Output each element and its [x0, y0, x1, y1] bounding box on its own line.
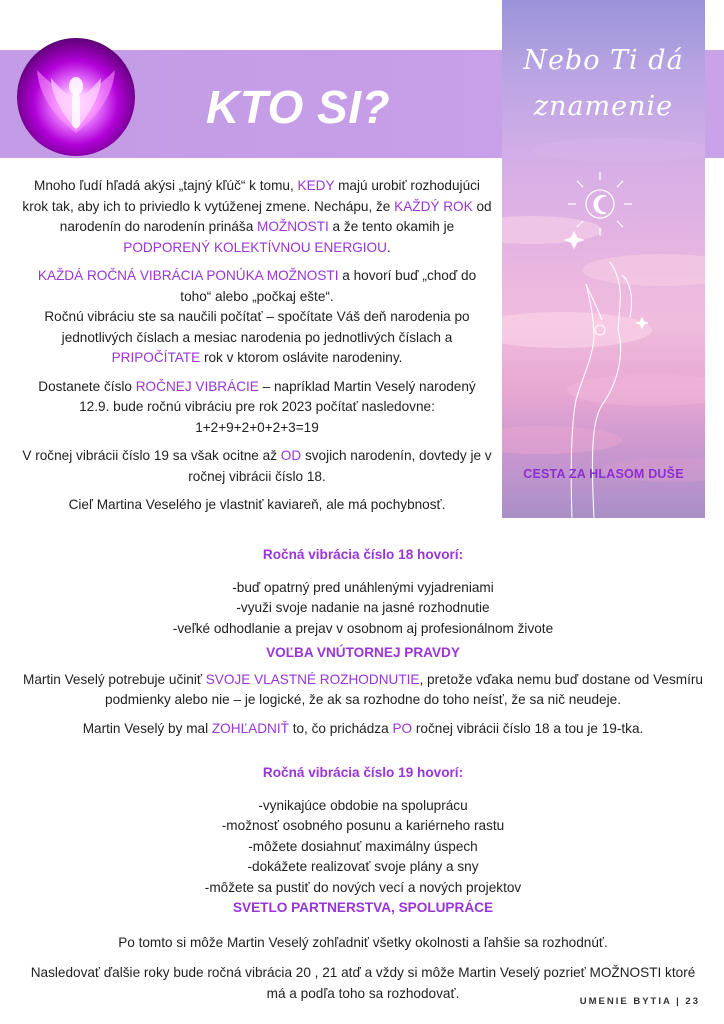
page-footer: UMENIE BYTIA | 23	[579, 996, 700, 1007]
section-18-item: -veľké odhodlanie a prejav v osobnom aj profesionálnom živote	[172, 620, 554, 636]
text-run: V ročnej vibrácii číslo 19 sa však ocitne až	[22, 448, 281, 463]
text-run: rok v ktorom oslávite narodeniny.	[200, 350, 403, 365]
text-run: svojich narodenín, dovtedy je v ročnej vibrácii číslo 18.	[188, 448, 492, 484]
highlight-kazdy-rok: KAŽDÝ ROK	[394, 198, 473, 214]
script-line-2: znamenie	[533, 91, 674, 122]
sidebar-caption: CESTA ZA HLASOM DUŠE	[523, 467, 684, 481]
section-19-item: -vynikajúce obdobie na spoluprácu	[258, 797, 468, 813]
intro-paragraph-1	[22, 176, 492, 258]
text-run: Mnoho ľudí hľadá akýsi „tajný kľúč“ k tomu,	[34, 178, 298, 193]
section-18	[18, 545, 708, 739]
text-run: Dostanete číslo	[38, 378, 136, 394]
intro-paragraph-4	[22, 377, 492, 418]
section-18-item: -využi svoje nadanie na jasné rozhodnutie	[236, 600, 490, 615]
text-run: Martin Veselý potrebuje učiniť	[23, 671, 206, 687]
highlight-moznosti: MOŽNOSTI	[257, 219, 329, 234]
intro-text	[22, 176, 492, 516]
section-19-paragraph-1: Po tomto si môže Martin Veselý zohľadniť všetky okolnosti a ľahšie sa rozhodnúť.	[118, 934, 608, 950]
section-19-subheading: SVETLO PARTNERSTVA, SPOLUPRÁCE	[232, 900, 494, 915]
highlight-od: OD	[280, 448, 302, 463]
section-18-paragraph-1	[18, 670, 708, 711]
intro-paragraph-3	[22, 307, 492, 369]
section-19-item: -dokážete realizovať svoje plány a sny	[247, 859, 479, 874]
highlight-kedy: KEDY	[297, 178, 335, 193]
section-18-paragraph-2	[18, 719, 708, 740]
intro-paragraph-5	[22, 446, 492, 487]
sky-hand-image	[502, 0, 705, 518]
page-title: KTO SI?	[206, 81, 391, 133]
section-18-heading: Ročná vibrácia číslo 18 hovorí:	[262, 547, 464, 562]
text-run: ročnej vibrácii číslo 18 a tou je 19-tka.	[412, 720, 644, 736]
text-run: Ročnú vibráciu ste sa naučili počítať – spočítate Váš deň narodenia po jednotlivých číslach a mesiac narodenia po jednotlivých číslach a	[44, 309, 470, 345]
section-19-paragraph-2: Nasledovať ďalšie roky bude ročná vibrácia 20 , 21 atď a vždy si môže Martin Veselý pozrieť MOŽNOSTI ktoré má a podľa toho sa rozhodovať.	[30, 965, 696, 1001]
intro-paragraph-6: Cieľ Martina Veselého je vlastniť kaviareň, ale má pochybnosť.	[68, 497, 446, 512]
text-run: a hovorí buď „choď do toho“ alebo „počkaj ešte“.	[180, 268, 477, 304]
angel-wings-icon	[17, 38, 135, 156]
highlight-pripocitate: PRIPOČÍTATE	[111, 350, 201, 365]
text-run: Martin Veselý by mal	[82, 720, 212, 736]
text-run: , pretože vďaka nemu buď dostane od Vesmíru podmienky alebo nie – je logické, že ak sa rozhodne do toho neísť, že sa nič neudeje.	[105, 671, 703, 707]
highlight-rocnej-vibracie: ROČNEJ VIBRÁCIE	[135, 378, 259, 394]
intro-paragraph-2	[22, 266, 492, 307]
section-18-item: -buď opatrný pred unáhlenými vyjadreniami	[232, 579, 494, 595]
text-run: .	[386, 239, 391, 255]
section-19-item: -možnosť osobného posunu a kariérneho rastu	[221, 818, 505, 833]
text-run: majú urobiť rozhodujúci krok tak, aby ich to priviedlo k vytúženej zmene. Nechápu, že	[22, 178, 480, 214]
script-line-1: Nebo Ti dá	[523, 45, 684, 76]
section-19-item: -môžete dosiahnuť maximálny úspech	[248, 838, 478, 854]
text-run: to, čo prichádza	[288, 720, 393, 736]
text-run: – napríklad Martin Veselý narodený 12.9. bude ročnú vibráciu pre rok 2023 počítať nasledovne:	[79, 378, 476, 414]
text-run: od narodenín do narodenín prináša	[59, 198, 492, 234]
formula: 1+2+9+2+0+2+3=19	[195, 419, 319, 435]
highlight-rocna-vibracia: KAŽDÁ ROČNÁ VIBRÁCIA PONÚKA MOŽNOSTI	[37, 268, 339, 283]
text-run: a že tento okamih je	[328, 219, 455, 234]
angel-orb-image	[17, 38, 135, 156]
highlight-po: PO	[392, 720, 413, 736]
highlight-zohladnit: ZOHĽADNIŤ	[211, 720, 289, 736]
section-19	[18, 763, 708, 1004]
highlight-kolektivna-energia: PODPORENÝ KOLEKTÍVNOU ENERGIOU	[123, 239, 387, 255]
highlight-vlastne-rozhodnutie: SVOJE VLASTNÉ ROZHODNUTIE	[205, 671, 420, 687]
section-18-subheading: VOĽBA VNÚTORNEJ PRAVDY	[266, 645, 460, 660]
sidebar-script-text	[502, 38, 705, 130]
section-19-heading: Ročná vibrácia číslo 19 hovorí:	[262, 765, 464, 780]
section-19-item: -môžete sa pustiť do nových vecí a nových projektov	[204, 879, 522, 895]
sun-moon-icon	[568, 172, 632, 236]
